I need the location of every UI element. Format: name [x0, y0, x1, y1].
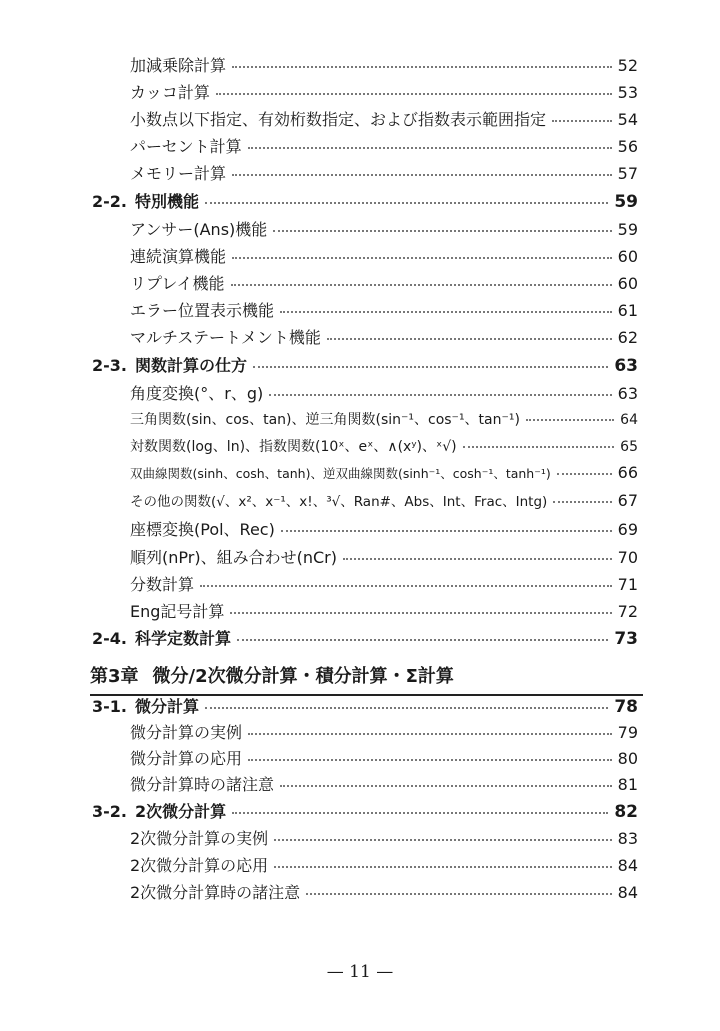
leader-dots: [205, 202, 608, 204]
leader-dots: [306, 893, 611, 895]
toc-entry: [130, 80, 638, 103]
section-number: 2-2.: [92, 192, 127, 211]
leader-dots: [232, 174, 612, 176]
toc-entry-label: エラー位置表示機能: [130, 301, 275, 320]
toc-section-label: [92, 626, 231, 649]
toc-entry-page: 69: [617, 520, 638, 539]
toc-entry: [130, 161, 638, 184]
toc-entry-label: 微分計算の実例: [130, 723, 243, 742]
toc-entry-page: 52: [617, 56, 638, 75]
chapter-title: 微分/2次微分計算・積分計算・Σ計算: [152, 666, 454, 687]
toc-section-page: 63: [614, 356, 638, 376]
toc-entry: [130, 217, 638, 240]
toc-entry: [130, 381, 638, 404]
leader-dots: [274, 866, 611, 868]
toc-entry: [130, 271, 638, 294]
leader-dots: [237, 639, 608, 641]
toc-entry: [130, 409, 638, 429]
leader-dots: [557, 473, 612, 475]
toc-entry-label: 加減乗除計算: [130, 56, 227, 75]
leader-dots: [343, 558, 612, 560]
toc-entry: [130, 720, 638, 743]
toc-entry-label: メモリー計算: [130, 164, 227, 183]
toc-entry: [130, 517, 638, 540]
leader-dots: [280, 311, 612, 313]
leader-dots: [553, 501, 611, 503]
toc-entry-label: 分数計算: [130, 575, 195, 594]
leader-dots: [281, 530, 612, 532]
leader-dots: [232, 812, 608, 814]
toc-entry-label: 三角関数(sin、cos、tan)、逆三角関数(sin⁻¹、cos⁻¹、tan⁻¹): [130, 412, 520, 428]
leader-dots: [273, 230, 611, 232]
leader-dots: [205, 707, 608, 709]
section-number: 2-4.: [92, 629, 127, 648]
page-number: — 11 —: [326, 962, 394, 982]
toc-entry-label: パーセント計算: [130, 137, 242, 156]
leader-dots: [230, 612, 611, 614]
toc-entry-page: 61: [617, 301, 638, 320]
toc-entry-page: 65: [620, 439, 638, 455]
toc-entry-page: 56: [617, 137, 638, 156]
leader-dots: [200, 585, 612, 587]
leader-dots: [231, 284, 612, 286]
leader-dots: [232, 66, 612, 68]
section-title: 科学定数計算: [134, 629, 231, 648]
toc-entry-page: 71: [617, 575, 638, 594]
leader-dots: [269, 394, 611, 396]
leader-dots: [280, 785, 612, 787]
toc-section: [92, 189, 638, 212]
toc-entry: [130, 880, 638, 903]
leader-dots: [216, 93, 612, 95]
toc-entry-label: 微分計算の応用: [130, 749, 243, 768]
leader-dots: [526, 419, 614, 421]
toc-section-label: [92, 353, 247, 376]
toc-entry-label: マルチステートメント機能: [130, 328, 321, 347]
toc-entry: [130, 107, 638, 130]
toc-entry: [130, 772, 638, 795]
toc-entry-label: その他の関数(√、x²、x⁻¹、x!、³√、Ran#、Abs、Int、Frac、Intg): [130, 494, 548, 510]
toc-section: [92, 694, 638, 717]
toc-entry-page: 79: [617, 723, 638, 742]
toc-entry: [130, 599, 638, 622]
toc-entry: [130, 53, 638, 76]
leader-dots: [463, 446, 615, 448]
toc-entry-page: 64: [620, 412, 638, 428]
toc-entry-label: 2次微分計算の実例: [130, 829, 269, 848]
toc-entry: [130, 325, 638, 348]
toc-entry-page: 84: [617, 856, 638, 875]
toc-entry-label: 角度変換(°、r、g): [130, 384, 264, 403]
leader-dots: [232, 257, 612, 259]
toc-entry-label: 連続演算機能: [130, 247, 227, 266]
toc-entry-label: 微分計算時の諸注意: [130, 775, 275, 794]
toc-entry-label: 座標変換(Pol、Rec): [130, 520, 275, 539]
chapter-heading: [90, 662, 643, 696]
toc-entry-label: カッコ計算: [130, 83, 210, 102]
section-number: 2-3.: [92, 356, 127, 375]
toc-section-page: 82: [614, 802, 638, 822]
toc-entry-page: 60: [617, 247, 638, 266]
leader-dots: [274, 839, 611, 841]
toc-section-label: [92, 799, 226, 822]
toc-entry-page: 62: [617, 328, 638, 347]
toc-entry-page: 63: [617, 384, 638, 403]
toc-entry: [130, 436, 638, 456]
toc-section: [92, 353, 638, 376]
section-title: 微分計算: [134, 697, 199, 716]
toc-entry-label: リプレイ機能: [130, 274, 225, 293]
section-title: 関数計算の仕方: [134, 356, 247, 375]
toc-entry-page: 83: [617, 829, 638, 848]
toc-entry: [130, 298, 638, 321]
toc-entry: [130, 746, 638, 769]
toc-section: [92, 799, 638, 822]
leader-dots: [552, 120, 612, 122]
toc-entry: [130, 572, 638, 595]
toc-section: [92, 626, 638, 649]
toc-entry-page: 80: [617, 749, 638, 768]
toc-entry: [130, 244, 638, 267]
toc-section-label: [92, 189, 199, 212]
toc-section-page: 59: [614, 192, 638, 212]
toc-entry-page: 59: [617, 220, 638, 239]
leader-dots: [327, 338, 612, 340]
toc-entry-label: アンサー(Ans)機能: [130, 220, 268, 239]
leader-dots: [253, 366, 608, 368]
section-number: 3-2.: [92, 802, 127, 821]
toc-entry-page: 57: [617, 164, 638, 183]
toc-entry-page: 70: [617, 548, 638, 567]
toc-entry-page: 53: [617, 83, 638, 102]
toc-section-page: 78: [614, 697, 638, 717]
toc-entry-page: 66: [617, 463, 638, 482]
toc-entry-label: 2次微分計算の応用: [130, 856, 269, 875]
toc-section-label: [92, 694, 199, 717]
section-number: 3-1.: [92, 697, 127, 716]
toc-entry: [130, 134, 638, 157]
toc-entry: [130, 490, 638, 510]
section-title: 特別機能: [134, 192, 199, 211]
leader-dots: [248, 147, 612, 149]
leader-dots: [248, 759, 612, 761]
toc-entry-page: 67: [617, 491, 638, 510]
leader-dots: [248, 733, 612, 735]
toc-entry-label: 順列(nPr)、組み合わせ(nCr): [130, 548, 337, 567]
section-title: 2次微分計算: [134, 802, 227, 821]
toc-entry-label: 双曲線関数(sinh、cosh、tanh)、逆双曲線関数(sinh⁻¹、cosh⁻¹、tanh⁻¹): [130, 466, 551, 481]
toc-entry-page: 81: [617, 775, 638, 794]
toc-section-page: 73: [614, 629, 638, 649]
toc-entry-page: 84: [617, 883, 638, 902]
toc-entry: [130, 853, 638, 876]
toc-entry-label: 対数関数(log、ln)、指数関数(10ˣ、eˣ、∧(xʸ)、ˣ√): [130, 439, 457, 455]
toc-entry-page: 60: [617, 274, 638, 293]
toc-entry: [130, 463, 638, 482]
chapter-number: 第3章: [90, 666, 139, 687]
toc-entry-label: 2次微分計算時の諸注意: [130, 883, 301, 902]
toc-entry-label: Eng記号計算: [130, 602, 225, 621]
toc-entry-page: 72: [617, 602, 638, 621]
toc-entry: [130, 826, 638, 849]
toc-entry: [130, 545, 638, 568]
toc-entry-page: 54: [617, 110, 638, 129]
toc-entry-label: 小数点以下指定、有効桁数指定、および指数表示範囲指定: [130, 110, 547, 129]
